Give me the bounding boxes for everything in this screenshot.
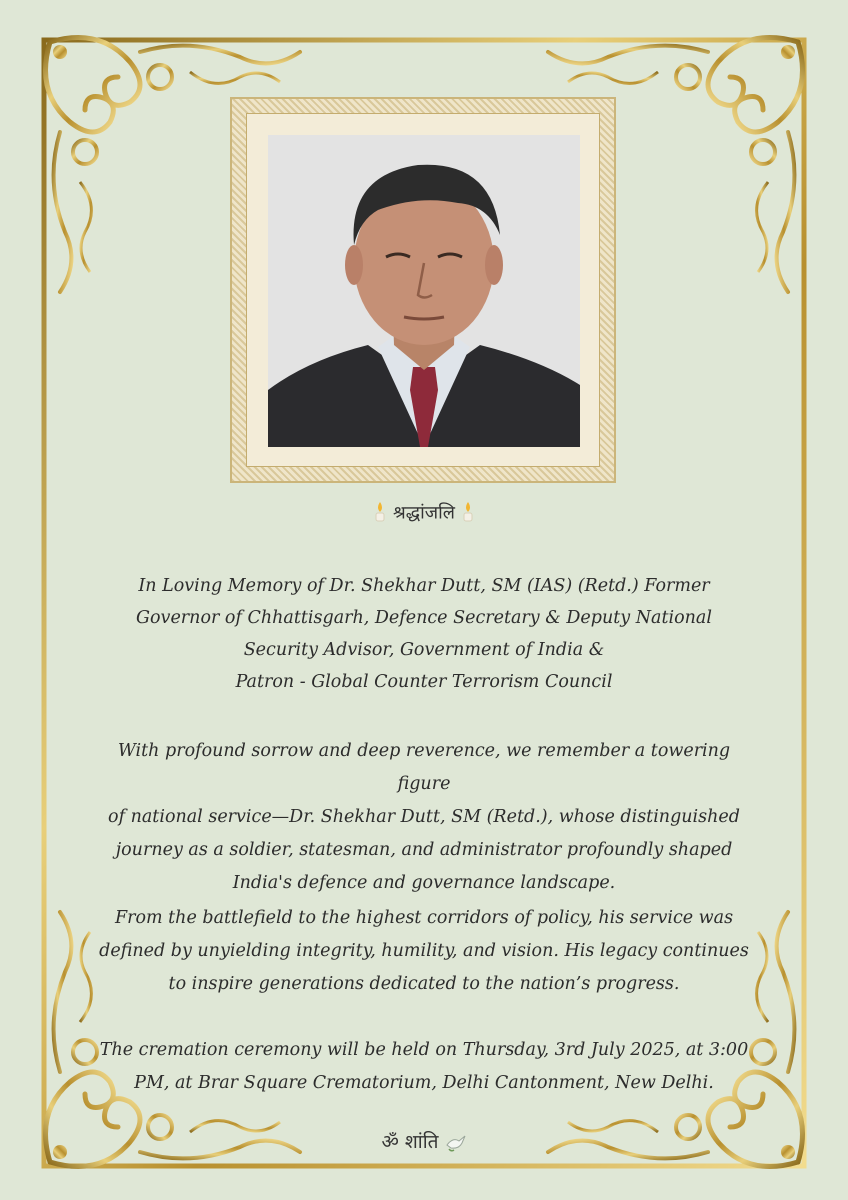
paragraph-line: India's defence and governance landscape. xyxy=(232,873,616,893)
memorial-line: In Loving Memory of Dr. Shekhar Dutt, SM (IAS) (Retd.) Former xyxy=(138,576,710,596)
diya-lamp-icon xyxy=(373,500,387,527)
paragraph-line: With profound sorrow and deep reverence, we remember a towering figure xyxy=(117,741,731,794)
paragraph-line: defined by unyielding integrity, humility, and vision. His legacy continues xyxy=(99,941,749,961)
paragraph-line: journey as a soldier, statesman, and administrator profoundly shaped xyxy=(115,840,733,860)
tribute-paragraph-1 xyxy=(90,735,758,900)
portrait-illustration xyxy=(268,135,580,447)
ceremony-line: The cremation ceremony will be held on Thursday, 3rd July 2025, at 3:00 xyxy=(99,1040,749,1060)
diya-lamp-icon xyxy=(461,500,475,527)
portrait-photo xyxy=(268,135,580,447)
tribute-heading-text: श्रद्धांजलि xyxy=(392,502,455,524)
ceremony-details xyxy=(90,1034,758,1100)
paragraph-line: of national service—Dr. Shekhar Dutt, SM (Retd.), whose distinguished xyxy=(108,807,740,827)
paragraph-line: From the battlefield to the highest corridors of policy, his service was xyxy=(114,908,734,928)
tribute-heading xyxy=(0,500,848,527)
dove-icon xyxy=(445,1131,467,1153)
memorial-line: Security Advisor, Government of India & xyxy=(243,640,605,660)
tribute-paragraph-2 xyxy=(90,902,758,1001)
memorial-line: Governor of Chhattisgarh, Defence Secretary & Deputy National xyxy=(136,608,712,628)
closing-blessing xyxy=(0,1128,848,1154)
portrait-frame xyxy=(230,97,616,483)
closing-text: ॐ शांति xyxy=(381,1131,439,1153)
ceremony-line: PM, at Brar Square Crematorium, Delhi Cantonment, New Delhi. xyxy=(134,1073,714,1093)
memorial-line: Patron - Global Counter Terrorism Council xyxy=(235,672,613,692)
paragraph-line: to inspire generations dedicated to the nation’s progress. xyxy=(168,974,680,994)
memorial-title xyxy=(90,570,758,698)
